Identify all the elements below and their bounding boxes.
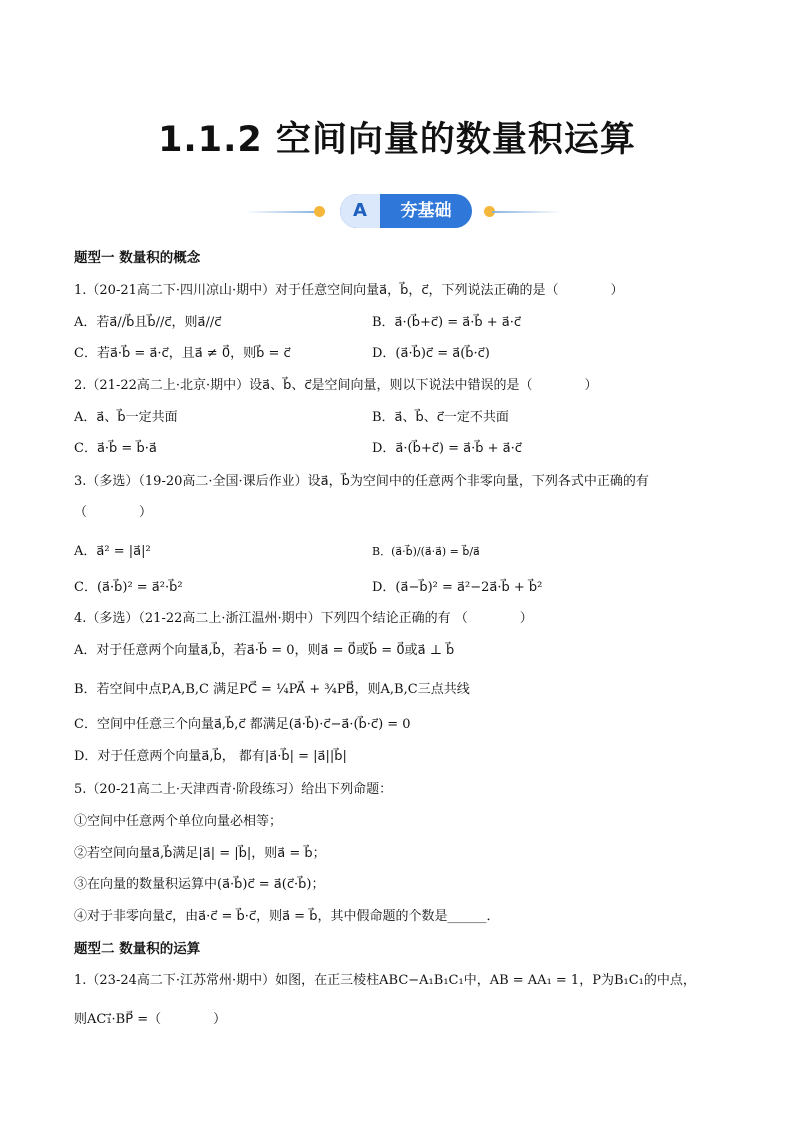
option-line: B．a⃗·(b⃗+c⃗) = a⃗·b⃗ + a⃗·c⃗ (372, 315, 521, 330)
question-line: 4.（多选）（21-22高二上·浙江温州·期中）下列四个结论正确的有 （ ） (74, 611, 533, 626)
banner-line-right (492, 211, 562, 213)
statement-line: ②若空间向量a⃗,b⃗满足|a⃗| = |b⃗|，则a⃗ = b⃗； (74, 846, 326, 861)
option-line: D．a⃗·(b⃗+c⃗) = a⃗·b⃗ + a⃗·c⃗ (372, 441, 522, 456)
statement-line: ④对于非零向量c⃗，由a⃗·c⃗ = b⃗·c⃗，则a⃗ = b⃗，其中假命题的个数是______． (74, 909, 500, 924)
option-line: C．若a⃗·b⃗ = a⃗·c⃗，且a⃗ ≠ 0⃗，则b⃗ = c⃗ (74, 346, 291, 361)
question-line: 2.（21-22高二上·北京·期中）设a⃗、b⃗、c⃗是空间向量，则以下说法中错误的是（ ） (74, 378, 598, 393)
option-line: A．若a⃗//b⃗且b⃗//c⃗，则a⃗//c⃗ (74, 315, 222, 330)
question-line: （ ） (74, 505, 153, 520)
option-line: B．a⃗、b⃗、c⃗一定不共面 (372, 410, 509, 425)
option-line: D．(a⃗−b⃗)² = a⃗²−2a⃗·b⃗ + b⃗² (372, 580, 543, 595)
banner-line-left (245, 211, 315, 213)
page-title: 1.1.2 空间向量的数量积运算 (158, 120, 636, 160)
option-line: A．对于任意两个向量a⃗,b⃗，若a⃗·b⃗ = 0，则a⃗ = 0⃗或b⃗ = 0⃗或a⃗ ⊥ b⃗ (74, 643, 455, 658)
option-line: D．(a⃗·b⃗)c⃗ = a⃗(b⃗·c⃗) (372, 346, 490, 361)
statement-line: ③在向量的数量积运算中(a⃗·b⃗)c⃗ = a⃗(c⃗·b⃗)； (74, 877, 325, 892)
option-line: C．(a⃗·b⃗)² = a⃗²·b⃗² (74, 580, 183, 595)
option-line: D．对于任意两个向量a⃗,b⃗， 都有|a⃗·b⃗| = |a⃗||b⃗| (74, 749, 347, 764)
option-line: A．a⃗² = |a⃗|² (74, 544, 151, 559)
banner-label: 夯基础 (400, 201, 452, 221)
banner-dot-left (314, 206, 325, 217)
banner-pill (340, 194, 472, 228)
question-line: 5.（20-21高二上·天津西青·阶段练习）给出下列命题： (74, 782, 393, 797)
question-line: 则AC₁⃗·BP⃗ =（ ） (74, 1012, 227, 1027)
section-banner (0, 192, 794, 232)
option-line: B．(a⃗·b⃗)/(a⃗·a⃗) = b⃗/a⃗ (372, 545, 480, 558)
section-heading: 题型二 数量积的运算 (74, 941, 201, 957)
option-line: C．空间中任意三个向量a⃗,b⃗,c⃗ 都满足(a⃗·b⃗)·c⃗−a⃗·(b⃗·c⃗) = 0 (74, 717, 411, 732)
statement-line: ①空间中任意两个单位向量必相等； (74, 814, 283, 829)
question-line: 1.（23-24高二下·江苏常州·期中）如图，在正三棱柱ABC−A₁B₁C₁中，AB = AA₁ = 1，P为B₁C₁的中点， (74, 973, 696, 988)
banner-letter: A (340, 194, 380, 228)
option-line: C．a⃗·b⃗ = b⃗·a⃗ (74, 441, 157, 456)
option-line: B．若空间中点P,A,B,C 满足PC⃗ = ¼PA⃗ + ¾PB⃗，则A,B,C三点共线 (74, 682, 470, 697)
question-line: 3.（多选）（19-20高二·全国·课后作业）设a⃗，b⃗为空间中的任意两个非零向量，下列各式中正确的有 (74, 474, 649, 489)
option-line: A．a⃗、b⃗一定共面 (74, 410, 178, 425)
question-line: 1.（20-21高二下·四川凉山·期中）对于任意空间向量a⃗，b⃗，c⃗，下列说法正确的是（ ） (74, 283, 624, 298)
section-heading: 题型一 数量积的概念 (74, 250, 201, 266)
